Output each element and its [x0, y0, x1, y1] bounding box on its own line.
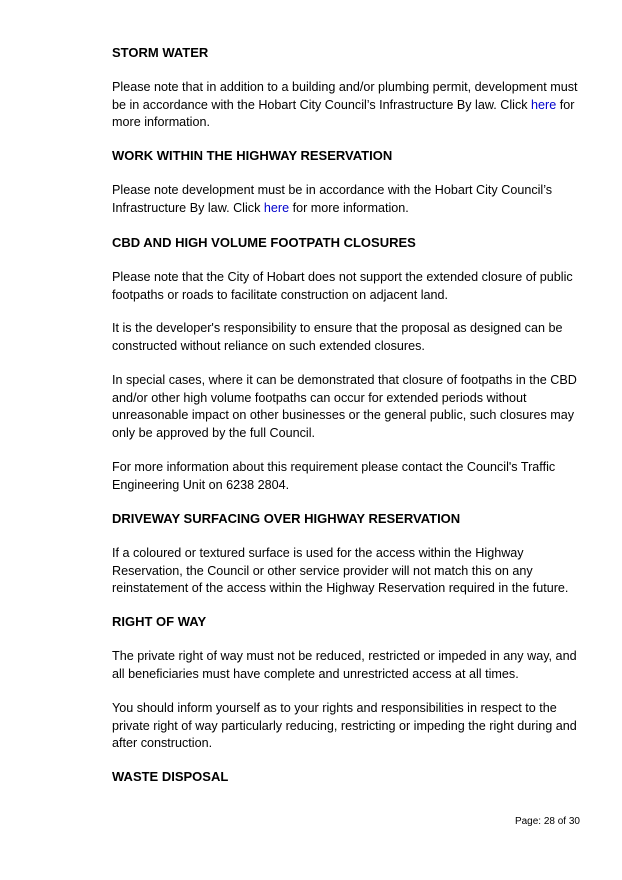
paragraph-cbd-4: For more information about this requirement please contact the Council's Traffic Engineering Unit on 6238 2804. [112, 460, 556, 492]
paragraph-text: for more information. [112, 97, 575, 130]
paragraph-storm-water [112, 79, 584, 132]
page-number: Page: 28 of 30 [514, 816, 580, 827]
paragraph-cbd-1: Please note that the City of Hobart does not support the extended closure of public footpaths or roads to facilitate construction on adjacent land. [112, 270, 573, 302]
here-link[interactable]: here [531, 97, 557, 112]
paragraph-text: for more information. [289, 200, 409, 215]
paragraph-highway-reservation [112, 182, 584, 217]
paragraph-cbd-3: In special cases, where it can be demonstrated that closure of footpaths in the CBD and/or other high volume footpaths can occur for extended periods without unreasonable impact on other businesses or the general public, such closures may only be approved by the full Council. [112, 373, 577, 440]
heading-highway-reservation: WORK WITHIN THE HIGHWAY RESERVATION [112, 148, 393, 163]
heading-driveway-surfacing: DRIVEWAY SURFACING OVER HIGHWAY RESERVATION [112, 511, 461, 526]
heading-cbd-closures: CBD AND HIGH VOLUME FOOTPATH CLOSURES [112, 235, 416, 250]
paragraph-cbd-2: It is the developer's responsibility to ensure that the proposal as designed can be constructed without reliance on such extended closures. [112, 321, 563, 353]
paragraph-text: Please note that in addition to a building and/or plumbing permit, development must be in accordance with the Hobart City Council’s Infrastructure By law. Click [112, 80, 578, 112]
heading-right-of-way: RIGHT OF WAY [112, 614, 207, 629]
paragraph-text: Please note development must be in accordance with the Hobart City Council’s Infrastructure By law. Click [112, 183, 553, 215]
paragraph-driveway-surfacing: If a coloured or textured surface is used for the access within the Highway Reservation, the Council or other service provider will not match this on any reinstatement of the access within the Highway Reservation required in the future. [112, 546, 569, 596]
heading-storm-water: STORM WATER [112, 45, 209, 60]
paragraph-right-of-way-2: You should inform yourself as to your rights and responsibilities in respect to the private right of way particularly reducing, restricting or impeding the right during and after construction. [112, 701, 577, 751]
here-link[interactable]: here [263, 200, 290, 215]
heading-waste-disposal: WASTE DISPOSAL [112, 769, 229, 784]
paragraph-right-of-way-1: The private right of way must not be reduced, restricted or impeded in any way, and all beneficiaries must have complete and unrestricted access at all times. [112, 649, 577, 681]
